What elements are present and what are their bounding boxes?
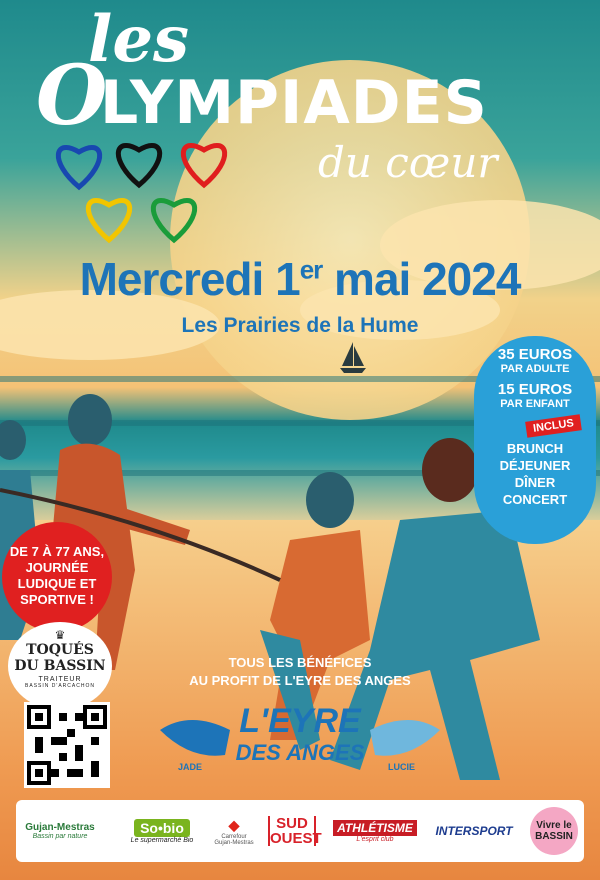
carrefour-logo-icon: ◆	[228, 816, 240, 833]
olympic-hearts-icon	[44, 130, 244, 248]
event-place: Les Prairies de la Hume	[181, 314, 419, 337]
sponsor-sobio[interactable]	[122, 800, 202, 862]
age-line: LUDIQUE ET	[17, 576, 97, 591]
sponsor-tagline: Gujan-Mestras	[214, 839, 254, 846]
date-sup: er	[299, 254, 323, 285]
price-badge	[474, 336, 596, 544]
toques-line3: TRAITEUR	[38, 676, 82, 683]
sponsor-name: SUD OUEST	[270, 815, 322, 847]
sponsor-vivre-le-bassin[interactable]	[528, 800, 580, 862]
sponsor-name: Vivre le BASSIN	[530, 807, 578, 855]
inclus-tag: INCLUS	[525, 414, 582, 437]
toques-line2: DU BASSIN	[14, 658, 106, 674]
included-item: DÉJEUNER	[499, 458, 571, 473]
sailboat-icon	[338, 340, 368, 374]
included-item: BRUNCH	[506, 441, 564, 456]
title-main: LYMPIADES	[100, 68, 488, 138]
eyre-line2: DES ANGES	[235, 740, 365, 765]
adult-label: PAR ADULTE	[500, 363, 570, 375]
eyre-right-name: LUCIE	[388, 762, 415, 772]
sponsor-gujan-mestras[interactable]	[20, 800, 100, 862]
toques-line1: TOQUÉS	[26, 642, 94, 658]
child-price: 15 EUROS	[497, 381, 573, 398]
sponsor-carrefour[interactable]	[206, 800, 262, 862]
adult-price: 35 EUROS	[497, 346, 573, 363]
sponsor-name: INTERSPORT	[435, 824, 513, 838]
eyre-left-name: JADE	[178, 762, 203, 772]
qr-code[interactable]	[24, 702, 110, 788]
title-subtitle: du cœur	[318, 138, 498, 187]
date-prefix: Mercredi 1	[79, 253, 300, 305]
sponsors-bar	[16, 800, 584, 862]
benefits-text	[150, 654, 450, 690]
age-line: JOURNÉE	[25, 560, 89, 575]
sponsor-tagline: Le supermarché Bio	[130, 836, 194, 844]
event-date	[0, 252, 600, 306]
age-line: SPORTIVE !	[20, 592, 94, 607]
date-suffix: mai 2024	[322, 253, 521, 305]
sponsor-name: Gujan-Mestras	[25, 822, 95, 833]
sponsor-tagline: Bassin par nature	[32, 833, 88, 840]
sponsor-name: Carrefour	[221, 833, 247, 840]
included-item: DÎNER	[514, 475, 556, 490]
child-label: PAR ENFANT	[500, 398, 570, 410]
benefits-line1: TOUS LES BÉNÉFICES	[228, 655, 372, 670]
sponsor-name: So•bio	[134, 819, 190, 837]
sponsor-sud-ouest[interactable]	[262, 800, 322, 862]
age-badge	[2, 522, 112, 632]
sponsor-intersport[interactable]	[424, 800, 524, 862]
chef-hat-icon: ♛	[54, 628, 66, 642]
included-item: CONCERT	[502, 492, 568, 507]
sponsor-name: ATHLÉTISME	[333, 820, 417, 836]
age-line: DE 7 À 77 ANS,	[9, 544, 105, 559]
sponsor-athletisme[interactable]	[330, 800, 420, 862]
sponsor-tagline: L'esprit club	[356, 835, 394, 843]
toques-line4: BASSIN D'ARCACHON	[25, 683, 95, 689]
toques-logo	[8, 622, 112, 710]
benefits-line2: AU PROFIT DE L'EYRE DES ANGES	[189, 673, 411, 688]
title-les: les	[88, 2, 190, 77]
qr-pattern-icon	[27, 705, 107, 785]
eyre-line1: L'EYRE	[239, 702, 361, 740]
eyre-des-anges-logo	[150, 700, 450, 778]
title-o-letter: O	[36, 48, 108, 144]
